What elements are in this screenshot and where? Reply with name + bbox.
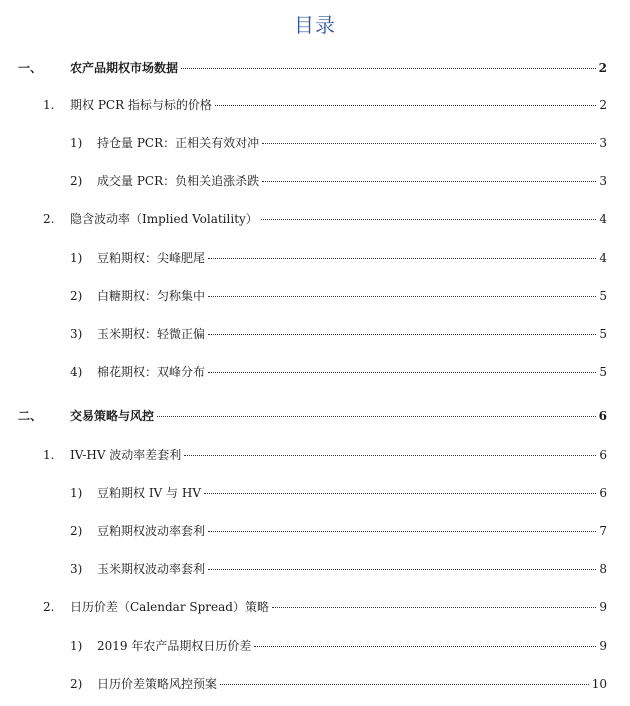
toc-entry-page-number: 9 — [599, 600, 607, 614]
toc-entry-page-number: 2 — [598, 61, 607, 75]
toc-entry-page-number: 5 — [599, 365, 607, 379]
toc-entry-title: 豆粕期权：尖峰肥尾 — [97, 251, 206, 265]
toc-entry[interactable] — [18, 60, 607, 76]
toc-entry-title: 日历价差（Calendar Spread）策略 — [70, 600, 269, 614]
toc-entry-page-number: 5 — [599, 327, 607, 341]
toc-entry-page-number: 10 — [591, 677, 607, 691]
dot-leader — [262, 143, 596, 144]
toc-entry[interactable] — [43, 599, 607, 615]
toc-entry-title: 成交量 PCR：负相关追涨杀跌 — [97, 174, 260, 188]
toc-entry[interactable] — [70, 135, 607, 151]
toc-entry[interactable] — [70, 250, 607, 266]
dot-leader — [208, 372, 596, 373]
toc-entry[interactable] — [70, 561, 607, 577]
toc-entry[interactable] — [70, 676, 607, 692]
toc-entry[interactable] — [70, 638, 607, 654]
toc-entry-number: 1) — [70, 486, 83, 500]
dot-leader — [204, 493, 596, 494]
toc-entry-number: 2) — [70, 289, 83, 303]
toc-entry-number: 3) — [70, 562, 83, 576]
toc-entry-title: 棉花期权：双峰分布 — [97, 365, 206, 379]
toc-entry-page-number: 3 — [599, 136, 607, 150]
toc-entry-number: 1. — [43, 98, 55, 112]
dot-leader — [208, 258, 596, 259]
toc-entry-page-number: 8 — [599, 562, 607, 576]
dot-leader — [157, 416, 596, 417]
toc-entry-page-number: 6 — [598, 409, 607, 423]
toc-entry-page-number: 4 — [599, 212, 607, 226]
toc-entry-number: 1) — [70, 639, 83, 653]
toc-entry-number: 2) — [70, 677, 83, 691]
dot-leader — [208, 569, 596, 570]
toc-entry[interactable] — [43, 211, 607, 227]
toc-entry-title: 隐含波动率（Implied Volatility） — [70, 212, 258, 226]
dot-leader — [208, 531, 596, 532]
toc-entry-page-number: 9 — [599, 639, 607, 653]
toc-entry-number: 2) — [70, 174, 83, 188]
toc-entry[interactable] — [43, 447, 607, 463]
toc-entry[interactable] — [70, 326, 607, 342]
toc-entry[interactable] — [43, 97, 607, 113]
toc-entry-number: 4) — [70, 365, 83, 379]
dot-leader — [272, 607, 596, 608]
toc-entry[interactable] — [70, 364, 607, 380]
toc-entry-title: 白糖期权：匀称集中 — [97, 289, 206, 303]
toc-entry-number: 3) — [70, 327, 83, 341]
toc-entry-title: 持仓量 PCR：正相关有效对冲 — [97, 136, 260, 150]
toc-entry-page-number: 4 — [599, 251, 607, 265]
dot-leader — [184, 455, 596, 456]
toc-entry-title: 豆粕期权 IV 与 HV — [97, 486, 201, 500]
toc-entry-title: 2019 年农产品期权日历价差 — [97, 639, 252, 653]
toc-entry-number: 1) — [70, 136, 83, 150]
dot-leader — [254, 646, 596, 647]
toc-entry-number: 2. — [43, 212, 55, 226]
toc-entry-title: 交易策略与风控 — [70, 409, 155, 423]
toc-entry-title: 玉米期权：轻微正偏 — [97, 327, 206, 341]
toc-entry-page-number: 6 — [599, 486, 607, 500]
toc-entry-title: 农产品期权市场数据 — [70, 61, 179, 75]
dot-leader — [262, 181, 596, 182]
toc-entry-number: 2) — [70, 524, 83, 538]
toc-entry[interactable] — [70, 288, 607, 304]
toc-entry[interactable] — [70, 485, 607, 501]
toc-entry-title: 期权 PCR 指标与标的价格 — [70, 98, 212, 112]
dot-leader — [208, 296, 596, 297]
toc-entry-page-number: 2 — [599, 98, 607, 112]
toc-entry[interactable] — [70, 523, 607, 539]
toc-entry[interactable] — [70, 173, 607, 189]
toc-entry-page-number: 5 — [599, 289, 607, 303]
toc-entry-title: 玉米期权波动率套利 — [97, 562, 206, 576]
dot-leader — [181, 68, 596, 69]
dot-leader — [220, 684, 589, 685]
toc-entry-page-number: 3 — [599, 174, 607, 188]
toc-entry-number: 1) — [70, 251, 83, 265]
toc-entry-title: 日历价差策略风控预案 — [97, 677, 218, 691]
toc-entry-title: 豆粕期权波动率套利 — [97, 524, 206, 538]
dot-leader — [208, 334, 596, 335]
dot-leader — [215, 105, 596, 106]
toc-entry-page-number: 7 — [599, 524, 607, 538]
toc-entry-number: 2. — [43, 600, 55, 614]
toc-entry-number: 一、 — [18, 61, 43, 75]
toc-entry-number: 二、 — [18, 409, 43, 423]
toc-entry[interactable] — [18, 408, 607, 424]
toc-entry-title: IV-HV 波动率差套利 — [70, 448, 182, 462]
dot-leader — [261, 219, 597, 220]
page-title: 目录 — [294, 13, 336, 37]
toc-entry-page-number: 6 — [599, 448, 607, 462]
toc-entry-number: 1. — [43, 448, 55, 462]
